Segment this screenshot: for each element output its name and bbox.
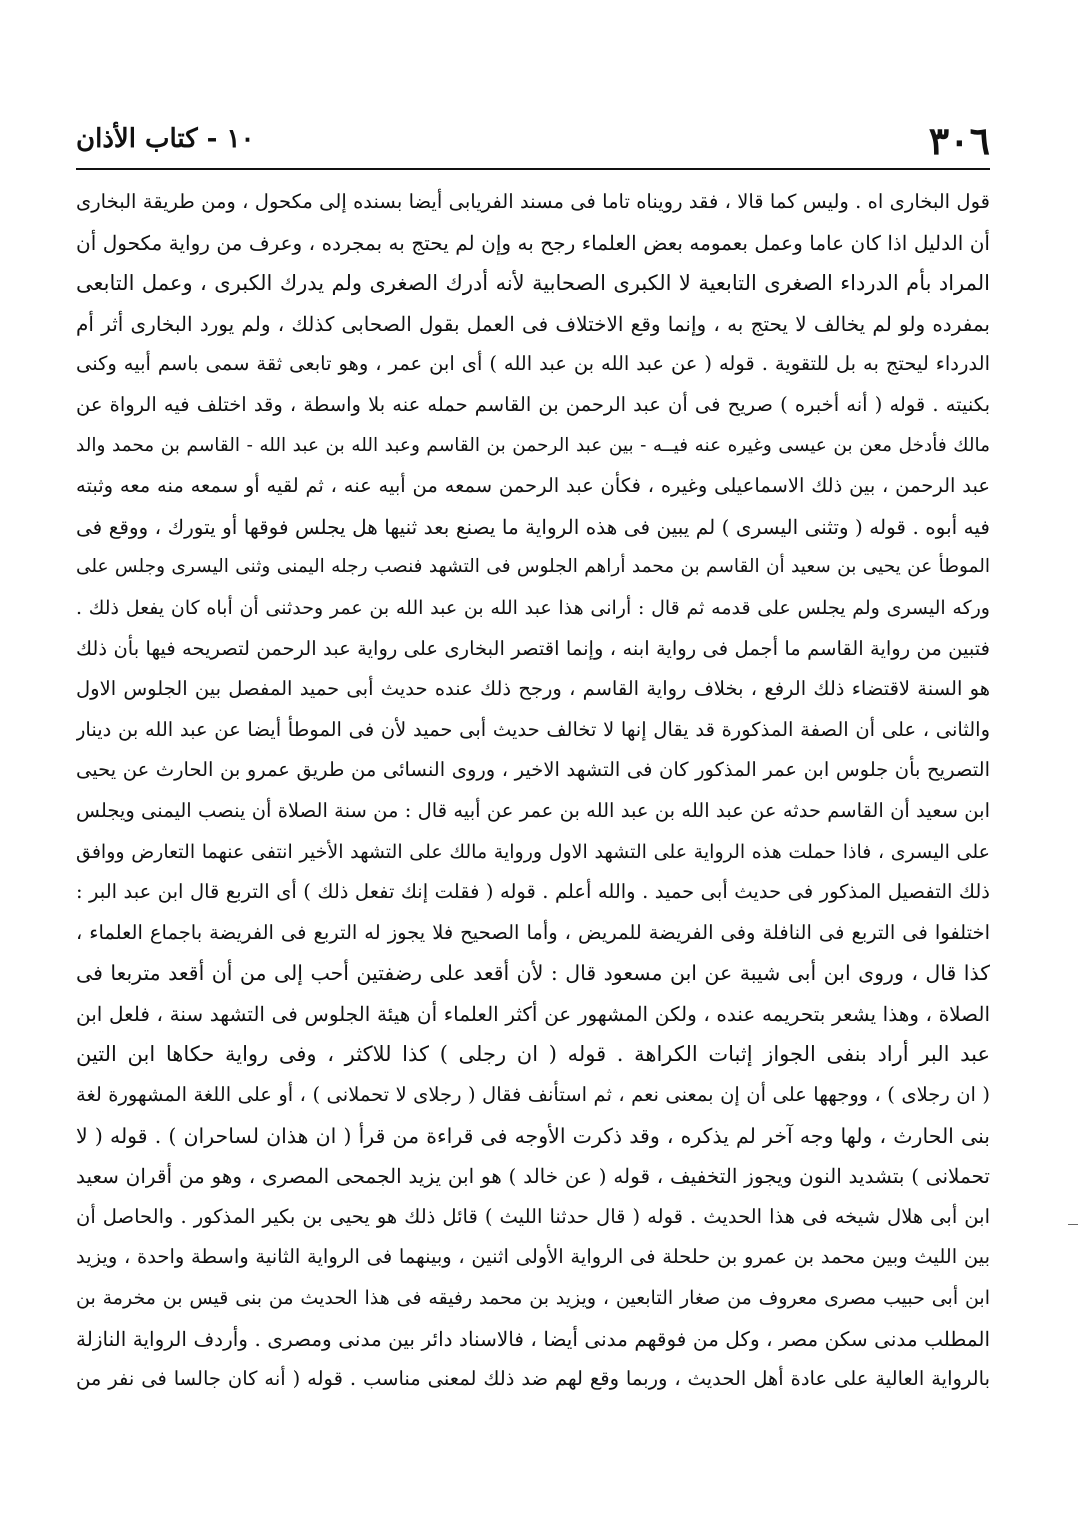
text-line: فتبين من رواية القاسم ما أجمل فى رواية ابنه ، وإنما اقتصر البخارى على رواية عبد الرحمن لتصريحه فيها بأن ذلك [76, 636, 990, 660]
text-line: اختلفوا فى التربع فى النافلة وفى الفريضة للمريض ، وأما الصحيح فلا يجوز له التربع فى الفريضة باجماع العلماء ، [76, 920, 990, 944]
text-line: المطلب مدنى سكن مصر ، وكل من فوقهم مدنى أيضا ، فالاسناد دائر بين مدنى ومصرى . وأردف الرواية النازلة [76, 1326, 990, 1351]
page-header [76, 112, 990, 172]
text-line: هو السنة لاقتضاء ذلك الرفع ، بخلاف رواية القاسم ، ورجح ذلك عنده حديث أبى حميد المفصل بين الجلوس الاول [76, 677, 990, 701]
text-line: ابن أبى هلال شيخه فى هذا الحديث . قوله ( قال حدثنا الليث ) قائل ذلك هو يحيى بن بكير المذكور . والحاصل أن [76, 1204, 990, 1228]
text-line: بالرواية العالية على عادة أهل الحديث ، وربما وقع لهم ضد ذلك لمعنى مناسب . قوله ( أنه كان جالسا فى نفر من [76, 1367, 990, 1391]
text-line: والثانى ، على أن الصفة المذكورة قد يقال إنها لا تخالف حديث أبى حميد لأن فى الموطأ أيضا عن عبد الله بن دينار [76, 717, 990, 741]
text-line: تحملانى ) بتشديد النون ويجوز التخفيف ، قوله ( عن خالد ) هو ابن يزيد الجمحى المصرى ، وهو من أقران سعيد [76, 1164, 990, 1189]
body-text [76, 182, 990, 1400]
text-line: الصلاة ، وهذا يشعر بتحريمه عنده ، ولكن المشهور عن أكثر العلماء أن هيئة الجلوس فى التشهد سنة ، فلعل ابن [76, 1001, 990, 1026]
text-line: قول البخارى اه . وليس كما قالا ، فقد رويناه تاما فى مسند الفريابى أيضا بسنده إلى مكحول ، ومن طريقة البخارى [76, 190, 990, 213]
text-line: ذلك التفصيل المذكور فى حديث أبى حميد . والله أعلم . قوله ( فقلت إنك تفعل ذلك ) أى التربع قال ابن عبد البر : [76, 880, 990, 904]
page-number: ٣٠٦ [928, 118, 990, 163]
text-line: ( ان رجلاى ) ، ووجهها على أن إن بمعنى نعم ، ثم استأنف فقال ( رجلاى لا تحملانى ) ، أو على اللغة المشهورة لغة [76, 1083, 990, 1107]
text-line: عبد الرحمن ، بين ذلك الاسماعيلى وغيره ، فكأن عبد الرحمن سمعه من أبيه عنه ، ثم لقيه أو سمعه منه معه وثبته [76, 474, 990, 498]
running-title: ١٠ - كتاب الأذان [76, 124, 255, 154]
text-line: الدرداء ليحتج به بل للتقوية . قوله ( عن عبد الله بن عبد الله ) أى ابن عمر ، وهو تابعى ثقة سمى باسم أبيه وكنى [76, 352, 990, 376]
text-line: الموطأ عن يحيى بن سعيد أن القاسم بن محمد أراهم الجلوس فى التشهد فنصب رجله اليمنى وثنى اليسرى وجلس على [76, 556, 990, 578]
text-line: ابن أبى حبيب مصرى معروف من صغار التابعين ، ويزيد بن محمد رفيقه فى هذا الحديث من بنى قيس بن مخرمة بن [76, 1287, 990, 1310]
text-line: أن الدليل اذا كان عاما وعمل بعمومه بعض العلماء رجح به وإن لم يحتج به بمجرده ، وعرف من رواية مكحول أن [76, 230, 990, 255]
text-line: المراد بأم الدرداء الصغرى التابعية لا الكبرى الصحابية لأنه أدرك الصغرى ولم يدرك الكبرى ، وعمل التابعى [76, 271, 990, 296]
text-line: بين الليث وبين محمد بن عمرو بن حلحلة فى الرواية الأولى اثنين ، وبينهما فى الرواية الثانية واسطة واحدة ، ويزيد [76, 1245, 990, 1269]
text-line: فيه أبوه . قوله ( وتثنى اليسرى ) لم يبين فى هذه الرواية ما يصنع بعد ثنيها هل يجلس فوقها أو يتورك ، ووقع فى [76, 514, 990, 539]
text-line: التصريح بأن جلوس ابن عمر المذكور كان فى التشهد الاخير ، وروى النسائى من طريق عمرو بن الحارث عن يحيى [76, 758, 990, 782]
text-line: ابن سعيد أن القاسم حدثه عن عبد الله بن عبد الله بن عمر عن أبيه قال : من سنة الصلاة أن ينصب اليمنى ويجلس [76, 798, 990, 822]
text-line: بنى الحارث ، ولها وجه آخر لم يذكره ، وقد ذكرت الأوجه فى قراءة من قرأ ( ان هذان لساحران ) . قوله ( لا [76, 1123, 990, 1148]
text-line: مالك فأدخل معن بن عيسى وغيره عنه فيــه - بين عبد الرحمن بن القاسم وعبد الله بن عبد الله - القاسم بن محمد والد [76, 434, 990, 456]
text-line: وركه اليسرى ولم يجلس على قدمه ثم قال : أرانى هذا عبد الله بن عبد الله بن عمر وحدثنى أن أباه كان يفعل ذلك . [76, 596, 990, 619]
margin-mark [1068, 1224, 1078, 1225]
text-line: عبد البر أراد بنفى الجواز إثبات الكراهة . قوله ( ان رجلى ) كذا للاكثر ، وفى رواية حكاها ابن التين [76, 1042, 990, 1067]
text-line: على اليسرى ، فاذا حملت هذه الرواية على التشهد الاول ورواية مالك على التشهد الأخير انتفى عنهما التعارض ووافق [76, 840, 990, 863]
text-line: بمفرده ولو لم يخالف لا يحتج به ، وإنما وقع الاختلاف فى العمل بقول الصحابى كذلك ، ولم يورد البخارى أثر أم [76, 311, 990, 336]
text-line: بكنيته . قوله ( أنه أخبره ) صريح فى أن عبد الرحمن بن القاسم حمله عنه بلا واسطة ، وقد اختلف فيه الرواة عن [76, 392, 990, 416]
header-divider [76, 168, 990, 170]
text-line: كذا قال ، وروى ابن أبى شيبة عن ابن مسعود قال : لأن أقعد على رضفتين أحب إلى من أن أقعد متربعا فى [76, 961, 990, 986]
